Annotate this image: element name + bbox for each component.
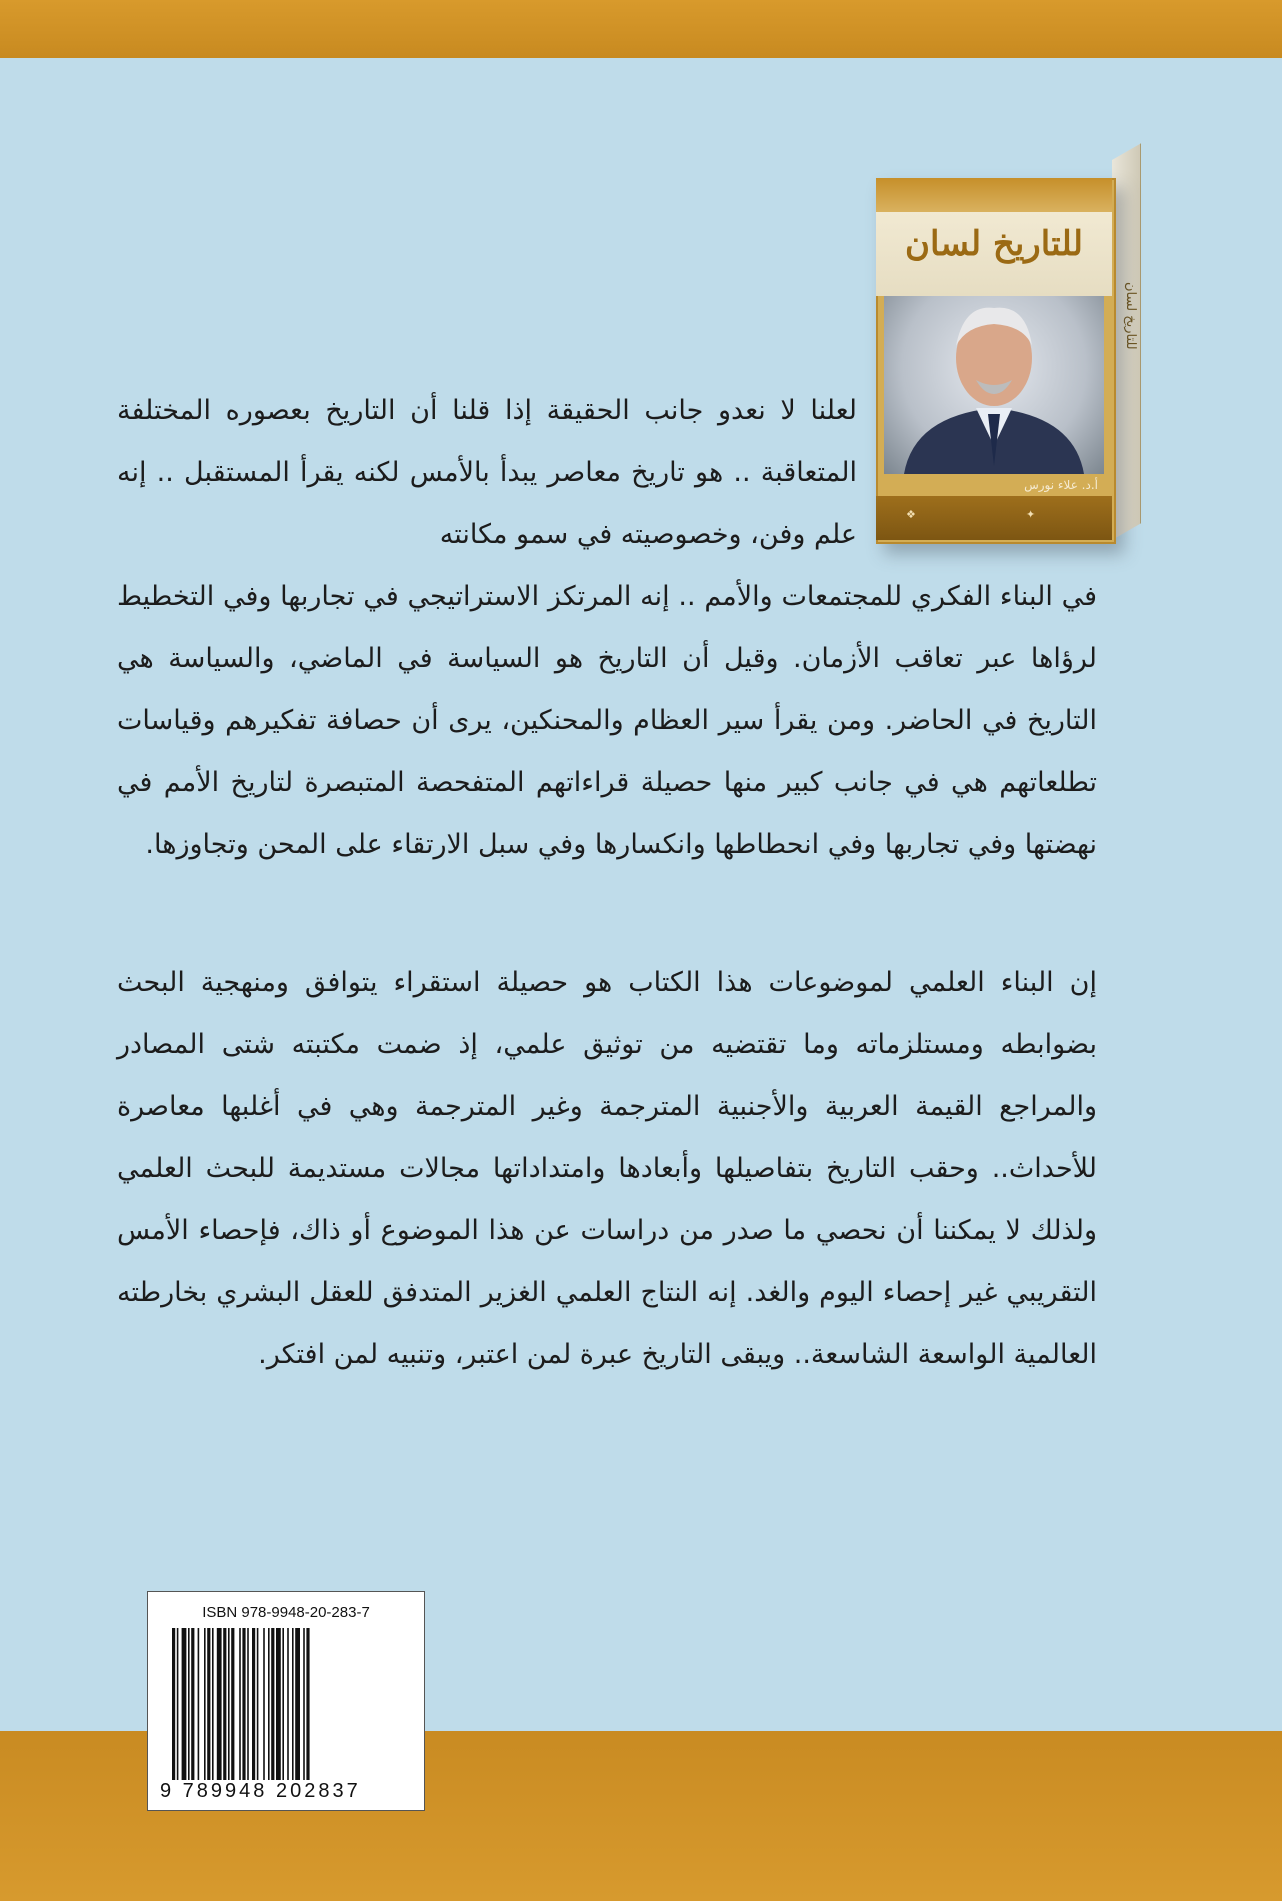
- paragraph-1-top: لعلنا لا نعدو جانب الحقيقة إذا قلنا أن التاريخ بعصوره المختلفة المتعاقبة .. هو تاريخ معاصر يبدأ بالأمس لكنه يقرأ المستقبل .. إنه علم وفن، وخصوصيته في سمو مكانته: [117, 395, 857, 550]
- book-spine-text: للتاريخ لسان: [1123, 282, 1138, 350]
- barcode-bars-icon: [172, 1628, 412, 1780]
- book-cover-thumbnail: [876, 156, 1144, 556]
- book-title: للتاريخ لسان: [905, 224, 1083, 264]
- paragraph-1-continued: في البناء الفكري للمجتمعات والأمم .. إنه المرتكز الاستراتيجي في تجاربها وفي التخطيط لرؤاها عبر تعاقب الأزمان. وقيل أن التاريخ هو السياسة في الماضي، والسياسة هي التاريخ في الحاضر. ومن يقرأ سير العظام والمحنكين، يرى أن حصافة تفكيرهم وقياسات تطلعاتهم هي في جانب كبير منها حصيلة قراءاتهم المتفحصة المتبصرة لتاريخ الأمم في نهضتها وفي تجاربها وفي انحطاطها وانكسارها وفي سبل الارتقاء على المحن وتجاوزها.: [117, 581, 1097, 860]
- isbn-barcode-box: [147, 1591, 425, 1811]
- author-portrait: [884, 296, 1104, 474]
- publisher-logo-icon: ✦: [1026, 508, 1036, 521]
- barcode-digits: 9 789948 202837: [160, 1780, 361, 1802]
- book-author: أ.د. علاء نورس: [1024, 478, 1098, 492]
- author-portrait-illustration: [884, 296, 1104, 474]
- series-logo-icon: ❖: [906, 508, 916, 521]
- book-top-strip: [876, 178, 1112, 212]
- isbn-label: ISBN 978-9948-20-283-7: [202, 1604, 370, 1621]
- top-color-band: [0, 0, 1282, 58]
- paragraph-2: إن البناء العلمي لموضوعات هذا الكتاب هو حصيلة استقراء يتوافق ومنهجية البحث بضوابطه ومستلزماته وما تقتضيه من توثيق علمي، إذ ضمت مكتبته شتى المصادر والمراجع القيمة العربية والأجنبية المترجمة وغير المترجمة وهي في أغلبها معاصرة للأحداث.. وحقب التاريخ بتفاصيلها وأبعادها وامتداداتها مجالات مستديمة للبحث العلمي ولذلك لا يمكننا أن نحصي ما صدر من دراسات عن هذا الموضوع أو ذاك، فإحصاء الأمس التقريبي غير إحصاء اليوم والغد. إنه النتاج العلمي الغزير المتدفق للعقل البشري بخارطته العالمية الواسعة الشاسعة.. ويبقى التاريخ عبرة لمن اعتبر، وتنبيه لمن افتكر.: [117, 967, 1097, 1370]
